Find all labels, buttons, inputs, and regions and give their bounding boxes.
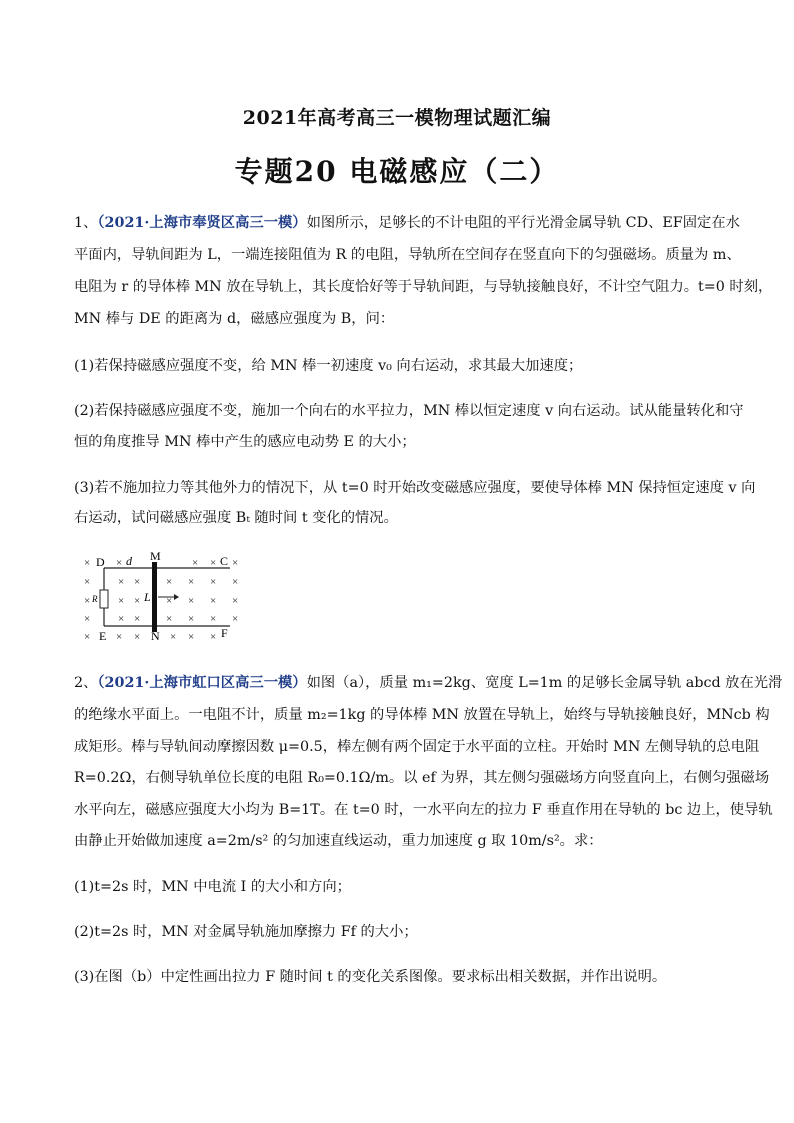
label-N: N bbox=[151, 629, 160, 643]
field-cross-mark: × bbox=[84, 631, 91, 643]
field-cross-mark: × bbox=[116, 557, 123, 569]
rail-circuit-figure bbox=[70, 548, 250, 644]
field-cross-mark: × bbox=[170, 631, 177, 643]
document-subtitle: 2021年高考高三一模物理试题汇编 bbox=[242, 107, 552, 129]
problem-1-question-3b: 右运动，试问磁感应强度 Bₜ 随时间 t 变化的情况。 bbox=[74, 510, 398, 526]
field-cross-mark: × bbox=[166, 613, 173, 625]
problem-1-line-4: MN 棒与 DE 的距离为 d，磁感应强度为 B，问： bbox=[74, 311, 395, 327]
field-cross-mark: × bbox=[210, 613, 217, 625]
field-cross-mark: × bbox=[84, 576, 91, 588]
problem-1-question-1: (1)若保持磁感应强度不变，给 MN 棒一初速度 v₀ 向右运动，求其最大加速度； bbox=[74, 358, 583, 374]
field-cross-mark: × bbox=[134, 631, 141, 643]
field-cross-mark: × bbox=[134, 595, 141, 607]
velocity-arrowhead bbox=[174, 594, 179, 600]
field-cross-mark: × bbox=[118, 576, 125, 588]
problem-2-text: 如图（a），质量 m₁=2kg、宽度 L=1m 的足够长金属导轨 abcd 放在光滑 bbox=[306, 675, 783, 691]
field-cross-mark: × bbox=[134, 576, 141, 588]
field-cross-mark: × bbox=[166, 576, 173, 588]
field-cross-mark: × bbox=[192, 557, 199, 569]
problem-1-line-2: 平面内，导轨间距为 L，一端连接阻值为 R 的电阻，导轨所在空间存在竖直向下的匀强磁场。质量为 m、 bbox=[74, 247, 741, 263]
problem-2-question-3: (3)在图（b）中定性画出拉力 F 随时间 t 的变化关系图像。要求标出相关数据，并作出说明。 bbox=[74, 969, 667, 985]
label-R: R bbox=[92, 594, 98, 604]
field-cross-mark: × bbox=[188, 576, 195, 588]
problem-1-question-2a: (2)若保持磁感应强度不变，施加一个向右的水平拉力，MN 棒以恒定速度 v 向右运动。试从能量转化和守 bbox=[74, 403, 744, 419]
label-D: D bbox=[96, 555, 105, 569]
problem-1-text: 如图所示，足够长的不计电阻的平行光滑金属导轨 CD、EF固定在水 bbox=[306, 215, 740, 231]
field-cross-mark: × bbox=[210, 595, 217, 607]
label-C: C bbox=[220, 554, 229, 568]
field-cross-mark: × bbox=[134, 613, 141, 625]
document-title: 专题20 电磁感应（二） bbox=[234, 155, 560, 188]
field-cross-mark: × bbox=[84, 595, 91, 607]
field-cross-mark: × bbox=[232, 595, 239, 607]
field-cross-mark: × bbox=[188, 613, 195, 625]
problem-2-line-5: 水平向左，磁感应强度大小均为 B=1T。在 t=0 时，一水平向左的拉力 F 垂直作用在导轨的 bc 边上，使导轨 bbox=[74, 802, 773, 818]
field-cross-mark: × bbox=[188, 595, 195, 607]
problem-2-line-6: 由静止开始做加速度 a=2m/s² 的匀加速直线运动，重力加速度 g 取 10m/s²。求： bbox=[74, 833, 603, 849]
field-cross-mark: × bbox=[232, 576, 239, 588]
problem-1-source: （2021·上海市奉贤区高三一模） bbox=[97, 215, 307, 231]
resistor bbox=[100, 590, 108, 608]
label-L: L bbox=[144, 590, 151, 604]
problem-2-line-2: 的绝缘水平面上。一电阻不计，质量 m₂=1kg 的导体棒 MN 放置在导轨上，始终与导轨接触良好，MNcb 构 bbox=[74, 707, 770, 723]
field-cross-mark: × bbox=[232, 613, 239, 625]
problem-2-source: （2021·上海市虹口区高三一模） bbox=[97, 675, 307, 691]
field-cross-mark: × bbox=[118, 595, 125, 607]
field-cross-mark: × bbox=[84, 613, 91, 625]
problem-2-line-3: 成矩形。棒与导轨间动摩擦因数 μ=0.5，棒左侧有两个固定于水平面的立柱。开始时 MN 左侧导轨的总电阻 bbox=[74, 739, 760, 755]
problem-1-number: 1、 bbox=[74, 215, 98, 231]
field-cross-mark: × bbox=[210, 557, 217, 569]
label-F: F bbox=[221, 626, 228, 640]
problem-2-number: 2、 bbox=[74, 675, 98, 691]
problem-2-question-2: (2)t=2s 时，MN 对金属导轨施加摩擦力 Ff 的大小； bbox=[74, 924, 418, 940]
problem-2-line-1 bbox=[74, 673, 783, 693]
conductor-rod bbox=[152, 562, 157, 632]
field-cross-mark: × bbox=[232, 557, 239, 569]
field-cross-mark: × bbox=[210, 576, 217, 588]
problem-1-line-3: 电阻为 r 的导体棒 MN 放在导轨上，其长度恰好等于导轨间距，与导轨接触良好，不计空气阻力。t=0 时刻， bbox=[74, 279, 773, 295]
field-cross-mark: × bbox=[118, 613, 125, 625]
problem-2-question-1: (1)t=2s 时，MN 中电流 I 的大小和方向； bbox=[74, 879, 351, 895]
field-cross-mark: × bbox=[166, 595, 173, 607]
field-cross-mark: × bbox=[210, 631, 217, 643]
label-d: d bbox=[126, 554, 132, 568]
field-cross-mark: × bbox=[84, 557, 91, 569]
problem-1-question-2b: 恒的角度推导 MN 棒中产生的感应电动势 E 的大小； bbox=[74, 434, 416, 450]
field-cross-mark: × bbox=[188, 631, 195, 643]
problem-1-question-3a: (3)若不施加拉力等其他外力的情况下，从 t=0 时开始改变磁感应强度，要使导体棒 MN 保持恒定速度 v 向 bbox=[74, 480, 756, 496]
label-M: M bbox=[150, 549, 161, 563]
problem-1-line-1 bbox=[74, 213, 740, 233]
label-E: E bbox=[99, 629, 107, 643]
problem-2-line-4: R=0.2Ω，右侧导轨单位长度的电阻 R₀=0.1Ω/m。以 ef 为界，其左侧匀强磁场方向竖直向上，右侧匀强磁场 bbox=[74, 770, 770, 786]
field-cross-mark: × bbox=[116, 631, 123, 643]
